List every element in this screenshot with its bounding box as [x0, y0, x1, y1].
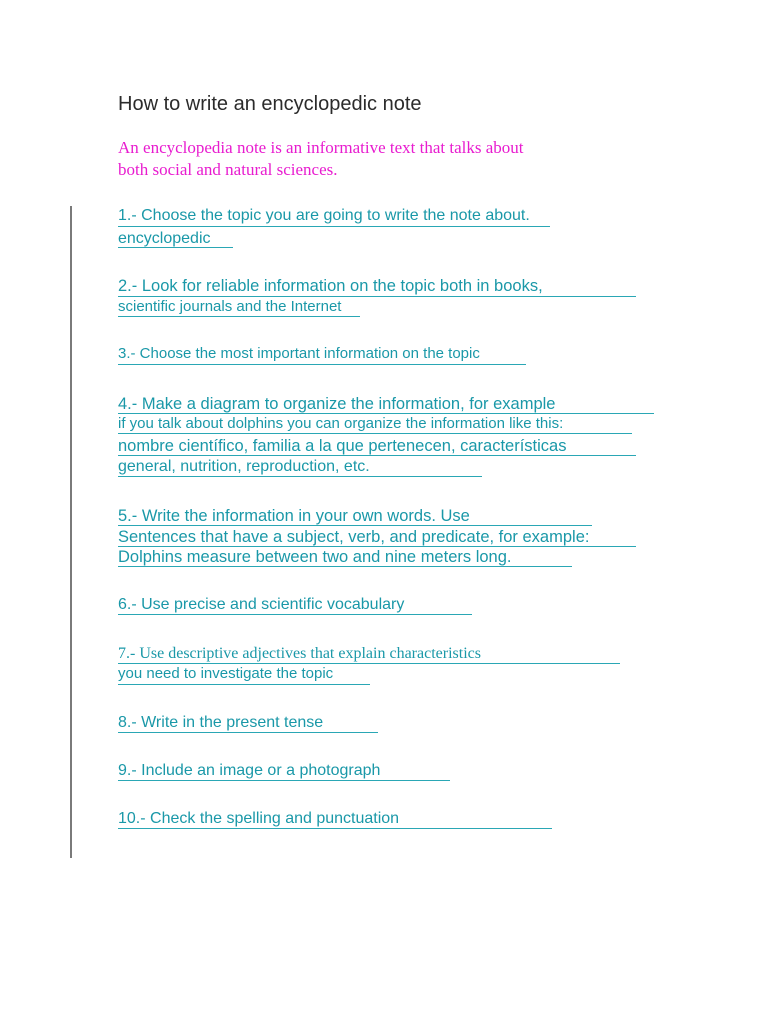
step-7-line-2: you need to investigate the topic: [118, 665, 334, 682]
underline: [118, 226, 550, 227]
step-5-line-2: Sentences that have a subject, verb, and predicate, for example:: [118, 528, 590, 546]
underline: [118, 828, 552, 829]
underline: [118, 525, 592, 526]
underline: [118, 433, 632, 434]
intro-line: An encyclopedia note is an informative text that talks about: [118, 138, 524, 157]
underline: [118, 684, 370, 685]
step-5-line-1: 5.- Write the information in your own words. Use: [118, 507, 470, 525]
step-4-line-3: nombre científico, familia a la que pertenecen, características: [118, 437, 567, 455]
underline: [118, 732, 378, 733]
underline: [118, 780, 450, 781]
step-6-line-1: 6.- Use precise and scientific vocabulary: [118, 596, 405, 613]
step-10-line-1: 10.- Check the spelling and punctuation: [118, 810, 400, 827]
intro-paragraph: [118, 137, 598, 181]
underline: [118, 566, 572, 567]
margin-line: [70, 206, 72, 858]
underline: [118, 316, 360, 317]
underline: [118, 455, 636, 456]
step-2-line-2: scientific journals and the Internet: [118, 298, 342, 315]
intro-line: both social and natural sciences.: [118, 160, 338, 179]
step-3-line-1: 3.- Choose the most important information on the topic: [118, 345, 480, 362]
step-1-line-1: 1.- Choose the topic you are going to write the note about.: [118, 207, 530, 224]
step-5-line-3: Dolphins measure between two and nine meters long.: [118, 548, 512, 566]
step-4-line-1: 4.- Make a diagram to organize the information, for example: [118, 395, 556, 413]
step-7-line-1: 7.- Use descriptive adjectives that explain characteristics: [118, 645, 481, 662]
page-title: How to write an encyclopedic note: [118, 93, 422, 115]
step-2-line-1: 2.- Look for reliable information on the topic both in books,: [118, 277, 543, 295]
underline: [118, 247, 233, 248]
step-9-line-1: 9.- Include an image or a photograph: [118, 762, 381, 779]
underline: [118, 364, 526, 365]
underline: [118, 614, 472, 615]
step-1-line-2: encyclopedic: [118, 230, 211, 247]
step-4-line-4: general, nutrition, reproduction, etc.: [118, 458, 370, 475]
step-4-line-2: if you talk about dolphins you can organize the information like this:: [118, 415, 564, 432]
underline: [118, 476, 482, 477]
step-8-line-1: 8.- Write in the present tense: [118, 714, 324, 731]
